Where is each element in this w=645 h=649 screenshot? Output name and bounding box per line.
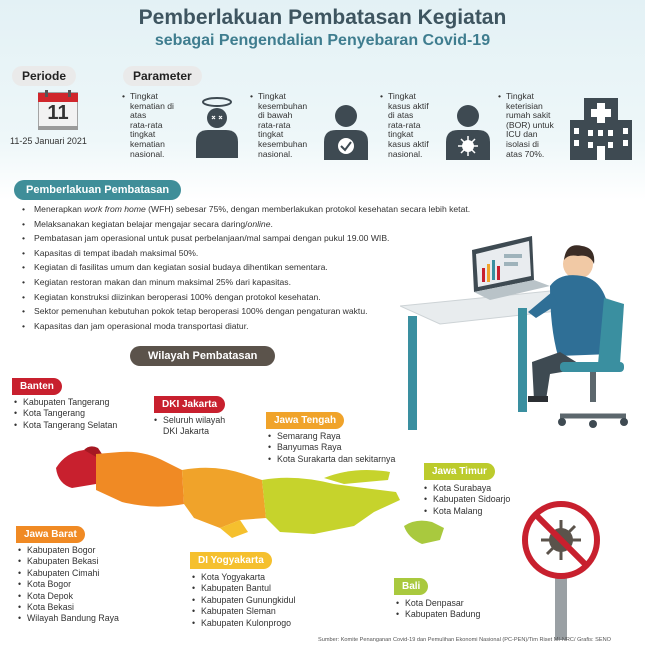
- region-banten-list: • Kabupaten Tangerang • Kota Tangerang • Kota Tangerang Selatan: [14, 397, 118, 430]
- list-item: • Kegiatan konstruksi diizinkan beroperasi 100% dengan protokol kesehatan.: [22, 291, 321, 302]
- list-item: • Sektor pemenuhan kebutuhan pokok tetap beroperasi 100% dengan pengaturan waktu.: [22, 306, 368, 317]
- calendar-icon: [38, 90, 78, 130]
- region-diy-tag: DI Yogyakarta: [190, 552, 272, 569]
- region-banten-tag: Banten: [12, 378, 62, 395]
- periode-label: Periode: [12, 66, 76, 86]
- page-title: Pemberlakuan Pembatasan Kegiatan: [138, 6, 507, 29]
- recovered-person-icon: [322, 104, 370, 165]
- map-banten: [56, 450, 98, 488]
- list-item: • Menerapkan work from home (WFH) sebesar 75%, dengan memberlakukan protokol kesehatan secara lebih ketat.: [22, 204, 471, 214]
- parameter-label: Parameter: [123, 66, 202, 86]
- parameter-item: • Tingkat kasus aktif di atas rata-rata tingkat kasus aktif nasional.: [380, 91, 429, 159]
- region-diy-list: • Kota Yogyakarta • Kabupaten Bantul • Kabupaten Gunungkidul • Kabupaten Sleman • Kabupaten Kulonprogo: [192, 572, 296, 628]
- work-from-home-illustration: [400, 224, 640, 445]
- list-item: • Kegiatan di fasilitas umum dan kegiatan sosial budaya dihentikan sementara.: [22, 262, 328, 273]
- region-jatim-list: • Kota Surabaya • Kabupaten Sidoarjo • Kota Malang: [424, 483, 511, 516]
- region-dki-tag: DKI Jakarta: [154, 396, 225, 413]
- active-case-person-icon: [444, 104, 492, 165]
- parameter-item: • Tingkat keterisian rumah sakit (BOR) untuk ICU dan isolasi di atas 70%.: [498, 91, 554, 159]
- region-jateng-list: • Semarang Raya • Banyumas Raya • Kota Surakarta dan sekitarnya: [268, 431, 396, 464]
- page-subtitle: sebagai Pengendalian Penyebaran Covid-19: [154, 32, 491, 49]
- list-item: • Kapasitas dan jam operasional moda transportasi diatur.: [22, 320, 249, 331]
- source-credit: Sumber: Komite Penanganan Covid-19 dan Pemulihan Ekonomi Nasional (PC-PEN)/Tim Riset MI-NRC/ Grafis: SENO: [318, 637, 611, 643]
- list-item: • Pembatasan jam operasional untuk pusat perbelanjaan/mal sampai dengan pukul 19.00 WIB.: [22, 233, 390, 244]
- list-item: • Kapasitas di tempat ibadah maksimal 50%.: [22, 247, 199, 258]
- region-dki-list: • Seluruh wilayah DKI Jakarta: [154, 415, 226, 437]
- region-bali-list: • Kota Denpasar • Kabupaten Badung: [396, 598, 481, 620]
- pembatasan-header: Pemberlakuan Pembatasan: [14, 180, 181, 200]
- java-bali-map: [44, 440, 474, 555]
- region-jateng-tag: Jawa Tengah: [266, 412, 344, 429]
- map-bali: [404, 521, 444, 544]
- list-item: • Kegiatan restoran makan dan minum maksimal 25% dari kapasitas.: [22, 276, 291, 287]
- parameter-item: • Tingkat kesembuhan di bawah rata-rata tingkat kesembuhan nasional.: [250, 91, 308, 159]
- map-jatim: [262, 478, 400, 534]
- map-jabar: [96, 452, 184, 507]
- list-item: • Melaksanakan kegiatan belajar mengajar secara daring/online.: [22, 218, 273, 229]
- region-jabar-tag: Jawa Barat: [16, 526, 85, 543]
- deceased-person-icon: [194, 96, 240, 163]
- parameter-item: • Tingkat kematian di atas rata-rata tingkat kematian nasional.: [122, 91, 174, 159]
- region-bali-tag: Bali: [394, 578, 428, 595]
- hospital-icon: [570, 98, 632, 165]
- region-jatim-tag: Jawa Timur: [424, 463, 495, 480]
- region-jabar-list: • Kabupaten Bogor • Kabupaten Bekasi • Kabupaten Cimahi • Kota Bogor • Kota Depok • Kota Bekasi • Wilayah Bandung Raya: [18, 545, 119, 624]
- map-madura: [324, 470, 390, 484]
- no-virus-sign-icon: [522, 500, 600, 645]
- map-jateng: [182, 468, 266, 528]
- periode-range: 11-25 Januari 2021: [10, 136, 87, 146]
- calendar-day: 11: [47, 102, 69, 124]
- wilayah-header: Wilayah Pembatasan: [130, 346, 275, 366]
